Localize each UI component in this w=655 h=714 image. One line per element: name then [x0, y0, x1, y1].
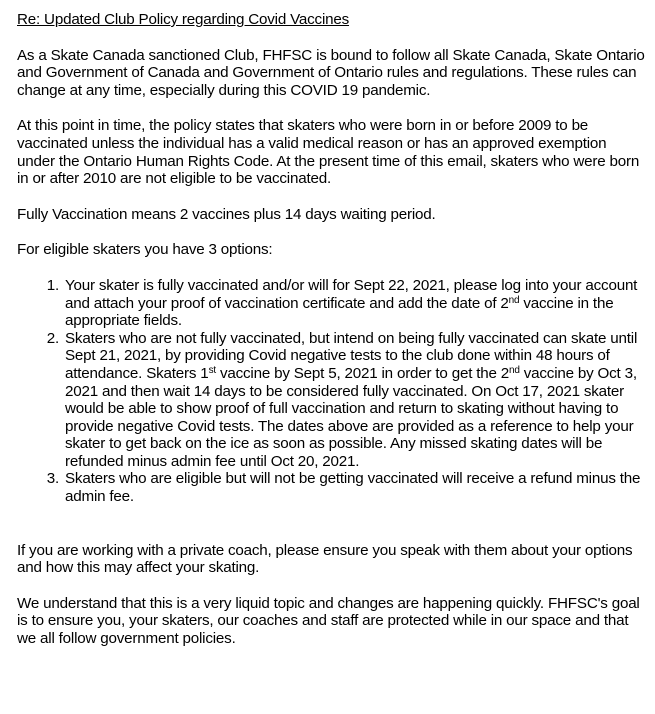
email-document [17, 11, 647, 666]
option-item-1 [63, 277, 647, 330]
paragraph-options-intro: For eligible skaters you have 3 options: [17, 241, 273, 259]
option-1-text-b: vaccine in the appropriate fields. [65, 294, 614, 330]
option-2-superscript-1: st [208, 364, 216, 376]
paragraph-closing: We understand that this is a very liquid topic and changes are happening quickly. FHFSC's goal is to ensure you, your skaters, our coaches and staff are protected while in our space and that we all follow government policies. [17, 594, 640, 648]
option-2-text-a: Skaters who are not fully vaccinated, but intend on being fully vaccinated can skate until Sept 21, 2021, by providing Covid negative tests to the club done within 48 hours of attendance. Skaters 1 [65, 329, 638, 382]
option-item-3: 3. Skaters who are eligible but will not be getting vaccinated will receive a refund minus the admin fee. [63, 470, 647, 505]
paragraph-private-coach: If you are working with a private coach, please ensure you speak with them about your options and how this may affect your skating. [17, 541, 633, 577]
option-2-text-b: vaccine by Sept 5, 2021 in order to get the 2 [215, 364, 510, 382]
document-title: Re: Updated Club Policy regarding Covid Vaccines [17, 11, 350, 28]
option-item-2 [63, 330, 647, 471]
paragraph-policy-statement: At this point in time, the policy states that skaters who were born in or before 2009 to be vaccinated unless the individual has a valid medical reason or has an approved exemption under the Ontario Human Rights Code. At the present time of this email, skaters who were born in or after 2010 are not eligible to be vaccinated. [17, 117, 640, 188]
blank-line [17, 524, 647, 542]
option-2-superscript-2: nd [509, 364, 520, 376]
option-1-text-a: Your skater is fully vaccinated and/or will for Sept 22, 2021, please log into your account and attach your proof of vaccination certificate and add the date of 2 [65, 276, 638, 312]
options-list [17, 277, 647, 506]
option-2-text-c: vaccine by Oct 3, 2021 and then wait 14 days to be considered fully vaccinated. On Oct 17, 2021 skater would be able to show proof of full vaccination and return to skating without having to provide negative Covid tests. The dates above are provided as a reference to help your skater to get back on the ice as soon as possible. Any missed skating dates will be refunded minus admin fee until Oct 20, 2021. [65, 364, 637, 470]
option-1-superscript: nd [508, 294, 520, 306]
paragraph-club-obligations: As a Skate Canada sanctioned Club, FHFSC is bound to follow all Skate Canada, Skate Ontario and Government of Canada and Government of Ontario rules and regulations. These rules can change at any time, especially during this COVID 19 pandemic. [17, 46, 645, 99]
paragraph-full-vaccination-definition: Fully Vaccination means 2 vaccines plus 14 days waiting period. [17, 205, 436, 223]
